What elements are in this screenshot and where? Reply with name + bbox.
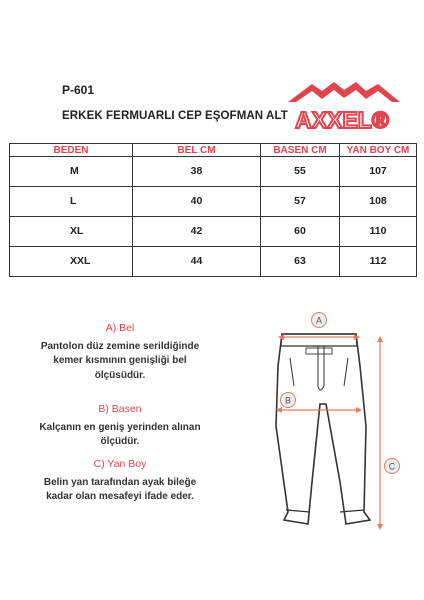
cell-basen: 63 bbox=[261, 247, 340, 277]
cell-size: XL bbox=[10, 217, 133, 247]
size-table bbox=[9, 143, 417, 277]
measurement-label: C) Yan Boy bbox=[93, 458, 147, 470]
cell-bel: 38 bbox=[133, 157, 261, 187]
product-title: ERKEK FERMUARLI CEP EŞOFMAN ALT bbox=[62, 110, 288, 122]
header-bel: BEL CM bbox=[133, 144, 261, 157]
table-row bbox=[10, 217, 417, 247]
logo-wordmark: AXXEL® bbox=[295, 107, 389, 133]
measurement-label: B) Basen bbox=[98, 403, 142, 415]
measurement-bel bbox=[30, 321, 210, 383]
svg-text:B: B bbox=[284, 395, 292, 406]
measurement-label: A) Bel bbox=[105, 322, 135, 334]
cell-bel: 40 bbox=[133, 187, 261, 217]
cell-size: XXL bbox=[10, 247, 133, 277]
header-basen: BASEN CM bbox=[261, 144, 340, 157]
pants-outline-icon bbox=[276, 334, 370, 524]
measurement-text: Kalçanın en geniş yerinden alınan ölçüdür. bbox=[39, 421, 201, 447]
table-row bbox=[10, 187, 417, 217]
measurement-basen bbox=[30, 402, 210, 450]
measurement-text: Pantolon düz zemine serildiğinde kemer kısmının genişliği bel ölçüsüdür. bbox=[40, 340, 200, 381]
header-beden: BEDEN bbox=[10, 144, 133, 157]
cell-yan-boy: 112 bbox=[340, 247, 417, 277]
cell-yan-boy: 107 bbox=[340, 157, 417, 187]
cell-yan-boy: 108 bbox=[340, 187, 417, 217]
measurement-text: Belin yan tarafından ayak bileğe kadar olan mesafeyi ifade eder. bbox=[43, 476, 197, 502]
cell-basen: 57 bbox=[261, 187, 340, 217]
cell-bel: 44 bbox=[133, 247, 261, 277]
cell-basen: 55 bbox=[261, 157, 340, 187]
logo-mark-icon bbox=[288, 82, 400, 102]
measurement-yan-boy bbox=[30, 457, 210, 505]
svg-text:C: C bbox=[388, 461, 396, 472]
brand-logo bbox=[282, 78, 402, 133]
header-yan-boy: YAN BOY CM bbox=[340, 144, 417, 157]
cell-yan-boy: 110 bbox=[340, 217, 417, 247]
table-row bbox=[10, 157, 417, 187]
product-code: P-601 bbox=[62, 83, 95, 97]
pants-diagram bbox=[260, 306, 410, 538]
table-row bbox=[10, 247, 417, 277]
table-header-row bbox=[10, 144, 417, 157]
cell-size: L bbox=[10, 187, 133, 217]
cell-basen: 60 bbox=[261, 217, 340, 247]
svg-text:A: A bbox=[315, 315, 323, 326]
cell-bel: 42 bbox=[133, 217, 261, 247]
cell-size: M bbox=[10, 157, 133, 187]
